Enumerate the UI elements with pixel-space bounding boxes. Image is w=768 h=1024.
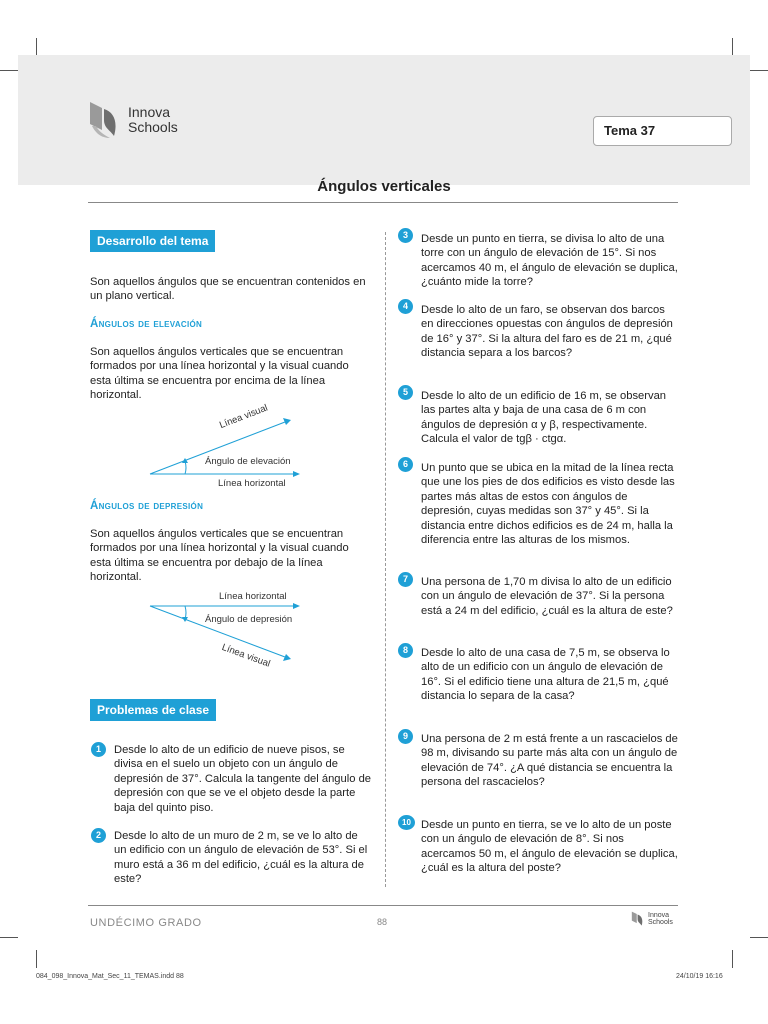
problem-text: Desde un punto en tierra, se ve lo alto de un poste con un ángulo de elevación de 8°. Si nos acercamos 50 m, el ángulo de elevación se duplica, ¿cuál es la altura del poste? <box>421 819 678 875</box>
crop-mark <box>750 70 768 71</box>
logo-line2: Schools <box>128 119 178 135</box>
elevation-paragraph: Son aquellos ángulos verticales que se encuentran formados por una línea horizontal y la visual cuando esta última se encuentra por encima de la línea horizontal. <box>90 346 349 402</box>
slug-date: 24/10/19 16:16 <box>676 973 723 980</box>
tema-label: Tema 37 <box>593 116 732 146</box>
depression-heading: Ángulos de depresión <box>90 500 204 512</box>
problem-text: Una persona de 1,70 m divisa lo alto de un edificio con un ángulo de elevación de 37°. Si la persona está a 24 m del edificio, ¿cuál es la altura de este? <box>421 576 673 617</box>
depression-visual-label: Línea visual <box>220 642 272 670</box>
elevation-horizontal-label: Línea horizontal <box>218 478 286 489</box>
footer-page-number: 88 <box>377 917 388 927</box>
footer-logo-line1: Innova <box>648 912 670 919</box>
footer-logo-line2: Schools <box>648 919 673 926</box>
crop-mark <box>0 937 18 938</box>
problem-number: 10 <box>398 815 415 830</box>
elevation-heading: Ángulos de elevación <box>90 318 203 330</box>
problem-number: 7 <box>398 572 413 587</box>
problem-number: 6 <box>398 457 413 472</box>
problem-text: Desde lo alto de un edificio de nueve pisos, se divisa en el suelo un objeto con un ángulo de depresión de 37°. Calcula la tangente del ángulo de depresión con que se ve el objeto desde la parte baja del quinto piso. <box>114 744 372 814</box>
section-pill-desarrollo: Desarrollo del tema <box>90 230 215 252</box>
intro-paragraph: Son aquellos ángulos que se encuentran contenidos en un plano vertical. <box>90 276 366 303</box>
elevation-visual-label: Línea visual <box>218 402 270 431</box>
footer-rule <box>88 905 678 906</box>
problem-number: 2 <box>91 828 106 843</box>
depression-paragraph: Son aquellos ángulos verticales que se encuentran formados por una línea horizontal y la visual cuando esta última se encuentra por debajo de la línea horizontal. <box>90 528 349 584</box>
page-title: Ángulos verticales <box>317 178 451 195</box>
crop-mark <box>732 38 733 56</box>
crop-mark <box>36 38 37 56</box>
problem-text: Desde lo alto de un muro de 2 m, se ve lo alto de un edificio con un ángulo de elevación de 53°. Si el muro está a 36 m del edificio, ¿cuál es la altura de este? <box>114 830 368 886</box>
problem-number: 4 <box>398 299 413 314</box>
footer-grade: UNDÉCIMO GRADO <box>90 917 202 929</box>
depression-diagram <box>145 595 305 670</box>
depression-horizontal-label: Línea horizontal <box>219 591 287 602</box>
problem-number: 9 <box>398 729 413 744</box>
slug-filename: 084_098_Innova_Mat_Sec_11_TEMAS.indd 88 <box>36 973 184 980</box>
logo-line1: Innova <box>128 104 171 120</box>
innova-logo-icon <box>631 910 645 928</box>
problem-number: 8 <box>398 643 413 658</box>
section-pill-problemas: Problemas de clase <box>90 699 216 721</box>
problem-number: 1 <box>91 742 106 757</box>
problem-text: Desde lo alto de un faro, se observan dos barcos en direcciones opuestas con ángulos de depresión de 16° y 37°. Si la altura del faro es de 21 m, ¿qué distancia separa a los barcos? <box>421 304 673 360</box>
problem-number: 5 <box>398 385 413 400</box>
crop-mark <box>36 950 37 968</box>
depression-angle-label: Ángulo de depresión <box>205 614 293 625</box>
problem-text: Desde lo alto de una casa de 7,5 m, se observa lo alto de un edificio con un ángulo de elevación de 16°. Si el edificio tiene una altura de 21,5 m, ¿qué distancia lo separa de la casa? <box>421 647 670 703</box>
crop-mark <box>732 950 733 968</box>
problem-text: Una persona de 2 m está frente a un rascacielos de 98 m, divisando su parte más alta con un ángulo de elevación de 74°. ¿A qué distancia se encuentra la persona del rascacielos? <box>421 733 678 789</box>
innova-logo-icon <box>88 100 122 140</box>
header-logo <box>88 100 178 140</box>
footer-logo <box>631 910 673 928</box>
problem-number: 3 <box>398 228 413 243</box>
problem-text: Un punto que se ubica en la mitad de la línea recta que une los pies de dos edificios es visto desde las partes más altas de estos con ángulos de depresión, cuyas medidas son 37° y 45°. Si la distancia entre dichos edificios es de 24 m, halla la diferencia entre las alturas de los mismos. <box>421 462 675 547</box>
title-rule <box>88 202 678 203</box>
problem-text: Desde un punto en tierra, se divisa lo alto de una torre con un ángulo de elevación de 15°. Si nos acercamos 40 m, el ángulo de elevación se duplica, ¿cuánto mide la torre? <box>421 233 678 289</box>
crop-mark <box>750 937 768 938</box>
crop-mark <box>0 70 18 71</box>
column-divider <box>385 232 386 887</box>
elevation-angle-label: Ángulo de elevación <box>205 456 291 467</box>
problem-text: Desde lo alto de un edificio de 16 m, se observan las partes alta y baja de una casa de 6 m con ángulos de depresión α y β, respectivamente. Calcula el valor de tgβ · ctgα. <box>421 390 667 446</box>
